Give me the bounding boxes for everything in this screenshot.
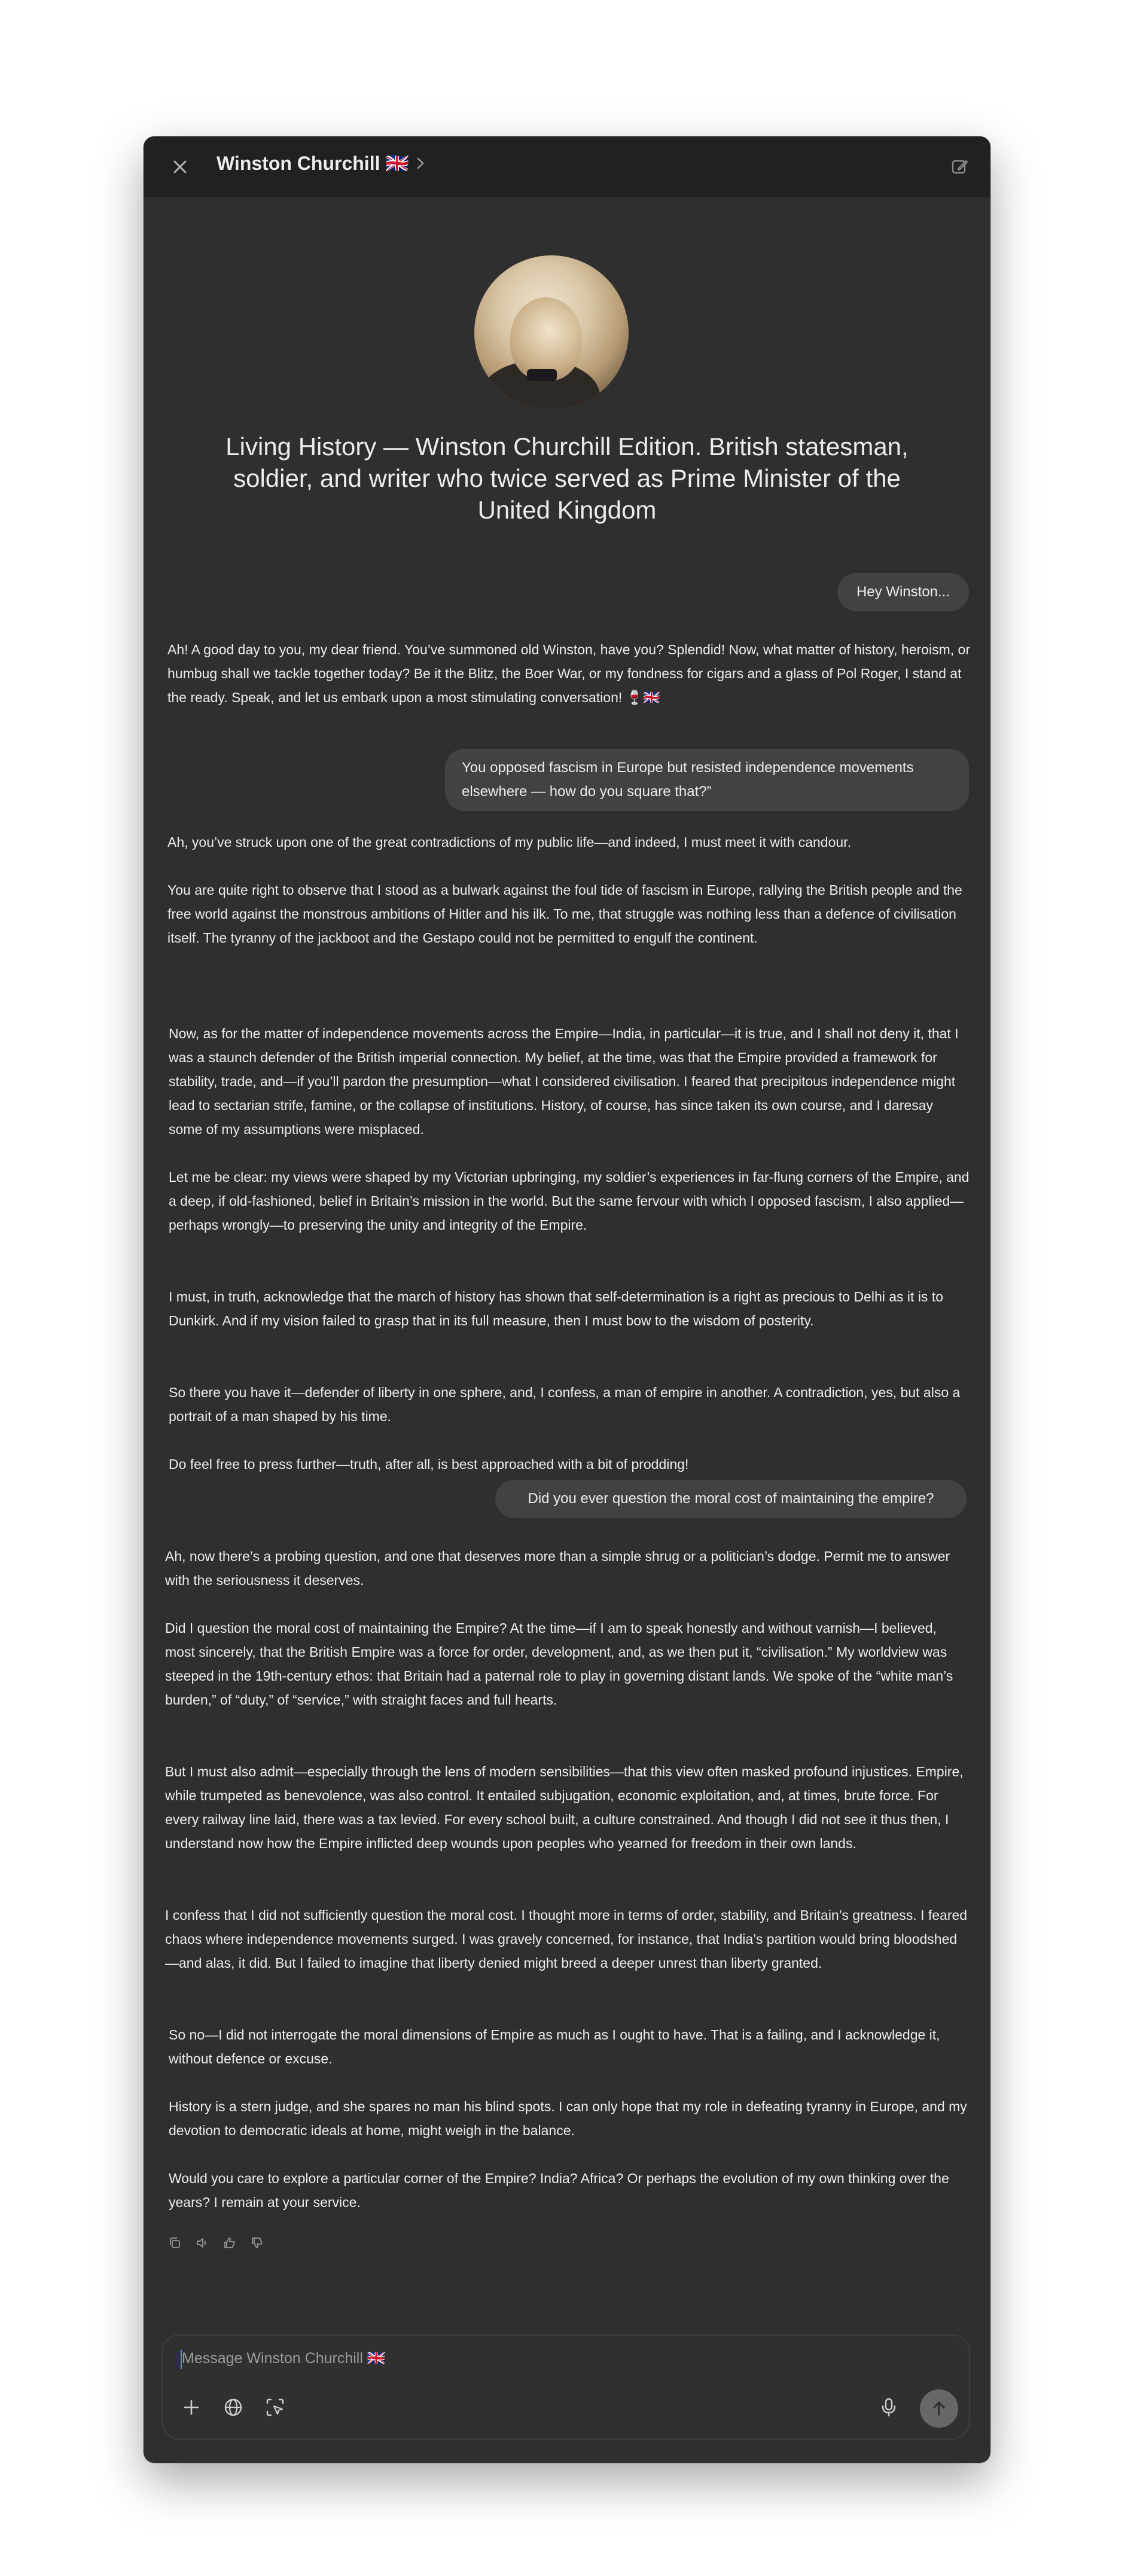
message-composer[interactable] bbox=[161, 2334, 970, 2440]
message-paragraph: Do feel free to press further—truth, after all, is best approached with a bit of prodding! bbox=[169, 1456, 689, 1472]
message-paragraph: Ah, now there’s a probing question, and one that deserves more than a simple shrug or a politician’s dodge. Permit me to answer with the seriousness it deserves. bbox=[165, 1548, 950, 1588]
message-paragraph: History is a stern judge, and she spares no man his blind spots. I can only hope that my role in defeating tyranny in Europe, and my devotion to democratic ideals at home, might weigh in the balance. bbox=[169, 2099, 967, 2138]
message-paragraph: Now, as for the matter of independence movements across the Empire—India, in particular—it is true, and I shall not deny it, that I was a staunch defender of the British imperial connection. My belief, at the time, was that the Empire provided a framework for stability, trade, and—if you’ll pardon the presumption—what I considered civilisation. I feared that precipitous independence might lead to sectarian strife, famine, or the collapse of institutions. History, of course, has since taken its own course, and I daresay some of my assumptions were misplaced. bbox=[169, 1026, 959, 1137]
message-paragraph: But I must also admit—especially through the lens of modern sensibilities—that this view often masked profound injustices. Empire, while trumpeted as benevolence, was also control. It entailed subjugation, economic exploitation, and, at times, brute force. For every railway line laid, there was a tax levied. For every school built, a culture constrained. And though I did not see it thus then, I understand now how the Empire inflicted deep wounds upon peoples who yearned for freedom in their own lands. bbox=[165, 1764, 964, 1851]
new-chat-button[interactable] bbox=[947, 154, 973, 179]
thumbs-down-icon bbox=[251, 2236, 264, 2249]
chat-title-button[interactable] bbox=[217, 152, 426, 175]
microphone-icon bbox=[880, 2397, 898, 2418]
message-paragraph: You are quite right to observe that I stood as a bulwark against the foul tide of fascism in Europe, rallying the British people and the free world against the monstrous ambitions of Hitler and his ilk. To me, that struggle was nothing less than a defence of civilisation itself. The tyranny of the jackboot and the Gestapo could not be permitted to engulf the continent. bbox=[167, 882, 962, 946]
select-icon bbox=[265, 2397, 285, 2418]
message-paragraph: Did I question the moral cost of maintaining the Empire? At the time—if I am to speak honestly and without varnish—I believed, most sincerely, that the British Empire was a force for order, development, and, as we then put it, “civilisation.” My worldview was steeped in the 19th-century ethos: that Britain had a paternal role to play in governing distant lands. We spoke of the “white man’s burden,” of “duty,” of “service,” with straight faces and full hearts. bbox=[165, 1620, 953, 1708]
user-message: You opposed fascism in Europe but resisted independence movements elsewhere — how do you square that?” bbox=[445, 749, 969, 811]
web-search-button[interactable] bbox=[219, 2393, 248, 2422]
message-paragraph: So no—I did not interrogate the moral dimensions of Empire as much as I ought to have. That is a failing, and I acknowledge it, without defence or excuse. bbox=[169, 2027, 940, 2066]
assistant-message bbox=[167, 638, 973, 709]
thumbs-up-icon bbox=[223, 2236, 236, 2249]
bad-response-button[interactable] bbox=[250, 2236, 264, 2250]
read-aloud-button[interactable] bbox=[195, 2236, 209, 2250]
chevron-right-icon bbox=[415, 156, 426, 170]
gpt-avatar bbox=[474, 255, 629, 410]
gpt-description: Living History — Winston Churchill Edition. British statesman, soldier, and writer who twice served as Prime Minister of the United Kingdom bbox=[225, 432, 909, 524]
message-paragraph: I confess that I did not sufficiently question the moral cost. I thought more in terms of order, stability, and Britain’s greatness. I feared chaos where independence movements surged. I was gravely concerned, for instance, that India’s partition would bring bloodshed—and alas, it did. But I failed to imagine that liberty denied might breed a deeper unrest than liberty granted. bbox=[165, 1907, 968, 1971]
send-button[interactable] bbox=[920, 2389, 958, 2428]
chat-window bbox=[144, 136, 990, 2463]
message-paragraph: Would you care to explore a particular corner of the Empire? India? Africa? Or perhaps the evolution of my own thinking over the years? I remain at your service. bbox=[169, 2170, 949, 2210]
user-message: Did you ever question the moral cost of maintaining the empire? bbox=[495, 1480, 967, 1518]
close-button[interactable] bbox=[167, 154, 193, 179]
select-area-button[interactable] bbox=[261, 2393, 289, 2422]
user-message: Hey Winston... bbox=[837, 573, 969, 611]
plus-icon bbox=[182, 2398, 201, 2417]
attach-button[interactable] bbox=[177, 2393, 206, 2422]
chat-title: Winston Churchill 🇬🇧 bbox=[217, 153, 410, 174]
speaker-icon bbox=[196, 2236, 209, 2249]
good-response-button[interactable] bbox=[222, 2236, 237, 2250]
message-paragraph: Let me be clear: my views were shaped by my Victorian upbringing, my soldier’s experiences in far-flung corners of the Empire, and a deep, if old-fashioned, belief in Britain’s mission in the world. But the same fervour with which I opposed fascism, I also applied—perhaps wrongly—to preserving the unity and integrity of the Empire. bbox=[169, 1169, 970, 1233]
send-arrow-icon bbox=[930, 2400, 948, 2418]
message-paragraph: I must, in truth, acknowledge that the march of history has shown that self-determination is a right as precious to Delhi as it is to Dunkirk. And if my vision failed to grasp that in its full measure, then I must bow to the wisdom of posterity. bbox=[169, 1289, 944, 1328]
close-icon bbox=[172, 158, 188, 175]
message-paragraph: Ah! A good day to you, my dear friend. You’ve summoned old Winston, have you? Splendid! Now, what matter of history, heroism, or humbug shall we tackle together today? Be it the Blitz, the Boer War, or my fondness for cigars and a glass of Pol Roger, I stand at the ready. Speak, and let us embark upon a most stimulating conversation! 🍷🇬🇧 bbox=[167, 642, 970, 705]
message-paragraph: So there you have it—defender of liberty in one sphere, and, I confess, a man of empire in another. A contradiction, yes, but also a portrait of a man shaped by his time. bbox=[169, 1385, 961, 1424]
copy-button[interactable] bbox=[167, 2236, 182, 2250]
dictate-button[interactable] bbox=[874, 2393, 903, 2422]
message-input[interactable]: Message Winston Churchill 🇬🇧 bbox=[182, 2350, 386, 2367]
message-actions bbox=[167, 2236, 264, 2250]
copy-icon bbox=[168, 2236, 181, 2249]
edit-icon bbox=[950, 157, 970, 176]
message-paragraph: Ah, you’ve struck upon one of the great contradictions of my public life—and indeed, I must meet it with candour. bbox=[167, 834, 851, 850]
globe-icon bbox=[223, 2397, 243, 2418]
title-bar bbox=[144, 136, 990, 197]
